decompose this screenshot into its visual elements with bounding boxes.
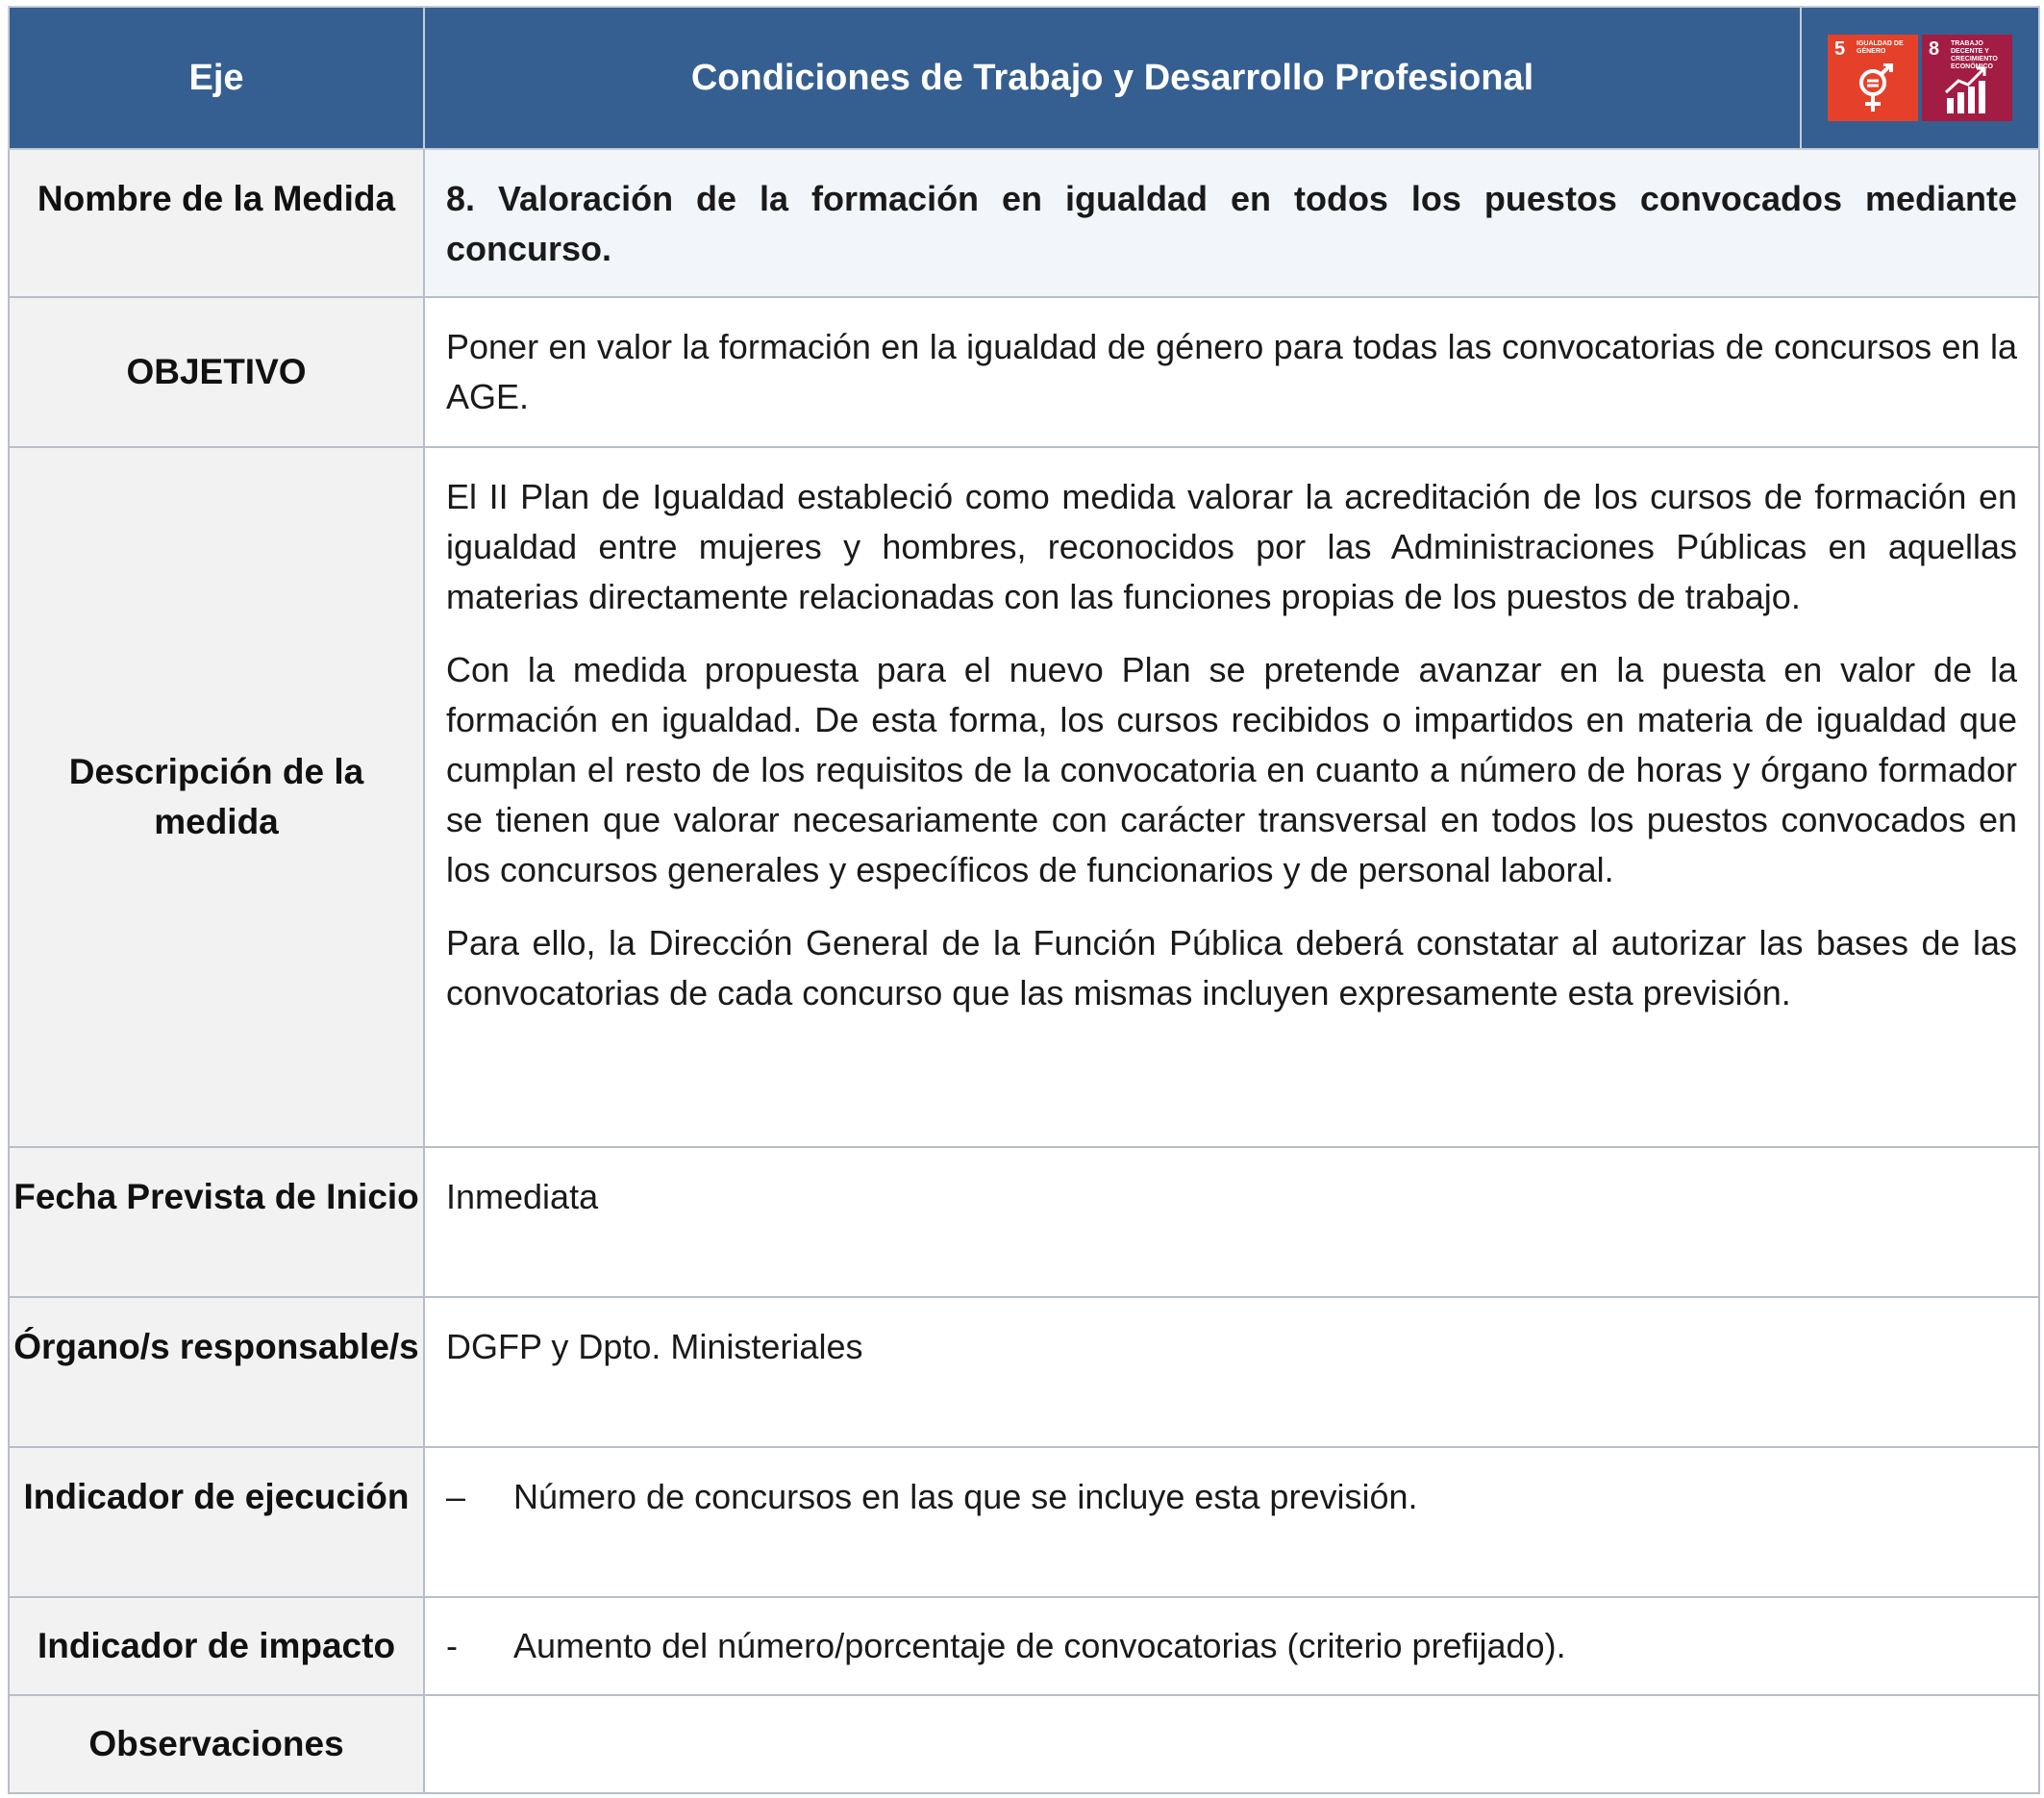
label-organo: Órgano/s responsable/s [9, 1297, 424, 1447]
sdg-8-tile [1922, 35, 2012, 121]
row-descripcion [9, 447, 2039, 1147]
sdg-8-number: 8 [1929, 38, 1940, 60]
label-ejecucion: Indicador de ejecución [9, 1447, 424, 1597]
descripcion-paragraph-2: Con la medida propuesta para el nuevo Plan se pretende avanzar en la puesta en valor de la formación en igualdad. De esta forma, los cursos recibidos o impartidos en materia de igualdad que cumplan el resto de los requisitos de la convocatoria en cuanto a número de horas y órgano formador se tienen que valorar necesariamente con carácter transversal en todos los puestos convocados en los concursos generales y específicos de funcionarios y de personal laboral. [446, 650, 2017, 889]
ejecucion-bullet: – [446, 1477, 466, 1516]
label-descripcion: Descripción de la medida [9, 447, 424, 1147]
sdg-5-number: 5 [1834, 38, 1846, 60]
measure-table [8, 6, 2038, 1794]
sdg-5-tile [1828, 35, 1918, 121]
eje-header: Eje [9, 7, 424, 149]
row-fecha [9, 1147, 2039, 1297]
sdg-5-label: IGUALDAD DE GÉNERO [1857, 40, 1904, 55]
row-organo [9, 1297, 2039, 1447]
axis-title: Condiciones de Trabajo y Desarrollo Profesional [424, 7, 1801, 149]
label-fecha: Fecha Prevista de Inicio [9, 1147, 424, 1297]
sdg-logos [1801, 7, 2039, 149]
row-objetivo [9, 297, 2039, 447]
label-impacto: Indicador de impacto [9, 1597, 424, 1695]
value-organo: DGFP y Dpto. Ministeriales [424, 1297, 2039, 1447]
impacto-text: Aumento del número/porcentaje de convocatorias (criterio prefijado). [513, 1626, 1566, 1665]
descripcion-paragraph-3: Para ello, la Dirección General de la Función Pública deberá constatar al autorizar las bases de las convocatorias de cada concurso que las mismas incluyen expresamente esta previsión. [446, 923, 2017, 1012]
gender-equality-icon [1849, 63, 1897, 115]
value-fecha: Inmediata [424, 1147, 2039, 1297]
growth-chart-icon [1943, 63, 1991, 115]
label-objetivo: OBJETIVO [9, 297, 424, 447]
impacto-bullet: - [446, 1626, 458, 1665]
row-ejecucion [9, 1447, 2039, 1597]
label-nombre: Nombre de la Medida [9, 149, 424, 297]
header-row [9, 7, 2039, 149]
value-observaciones [424, 1695, 2039, 1793]
row-impacto [9, 1597, 2039, 1695]
row-nombre [9, 149, 2039, 297]
value-descripcion [424, 447, 2039, 1147]
sdg-8-label: TRABAJO DECENTE Y CRECIMIENTO ECONÓMICO [1951, 40, 1998, 70]
value-ejecucion [424, 1447, 2039, 1597]
ejecucion-list-item [446, 1472, 2017, 1522]
value-objetivo: Poner en valor la formación en la igualdad de género para todas las convocatorias de concursos en la AGE. [424, 297, 2039, 447]
row-observaciones [9, 1695, 2039, 1793]
impacto-list-item [446, 1621, 2017, 1671]
value-impacto [424, 1597, 2039, 1695]
value-nombre: 8. Valoración de la formación en igualdad en todos los puestos convocados mediante concurso. [424, 149, 2039, 297]
descripcion-paragraph-1: El II Plan de Igualdad estableció como medida valorar la acreditación de los cursos de formación en igualdad entre mujeres y hombres, reconocidos por las Administraciones Públicas en aquellas materias directamente relacionadas con las funciones propias de los puestos de trabajo. [446, 477, 2017, 616]
label-observaciones: Observaciones [9, 1695, 424, 1793]
ejecucion-text: Número de concursos en las que se incluye esta previsión. [513, 1477, 1418, 1516]
